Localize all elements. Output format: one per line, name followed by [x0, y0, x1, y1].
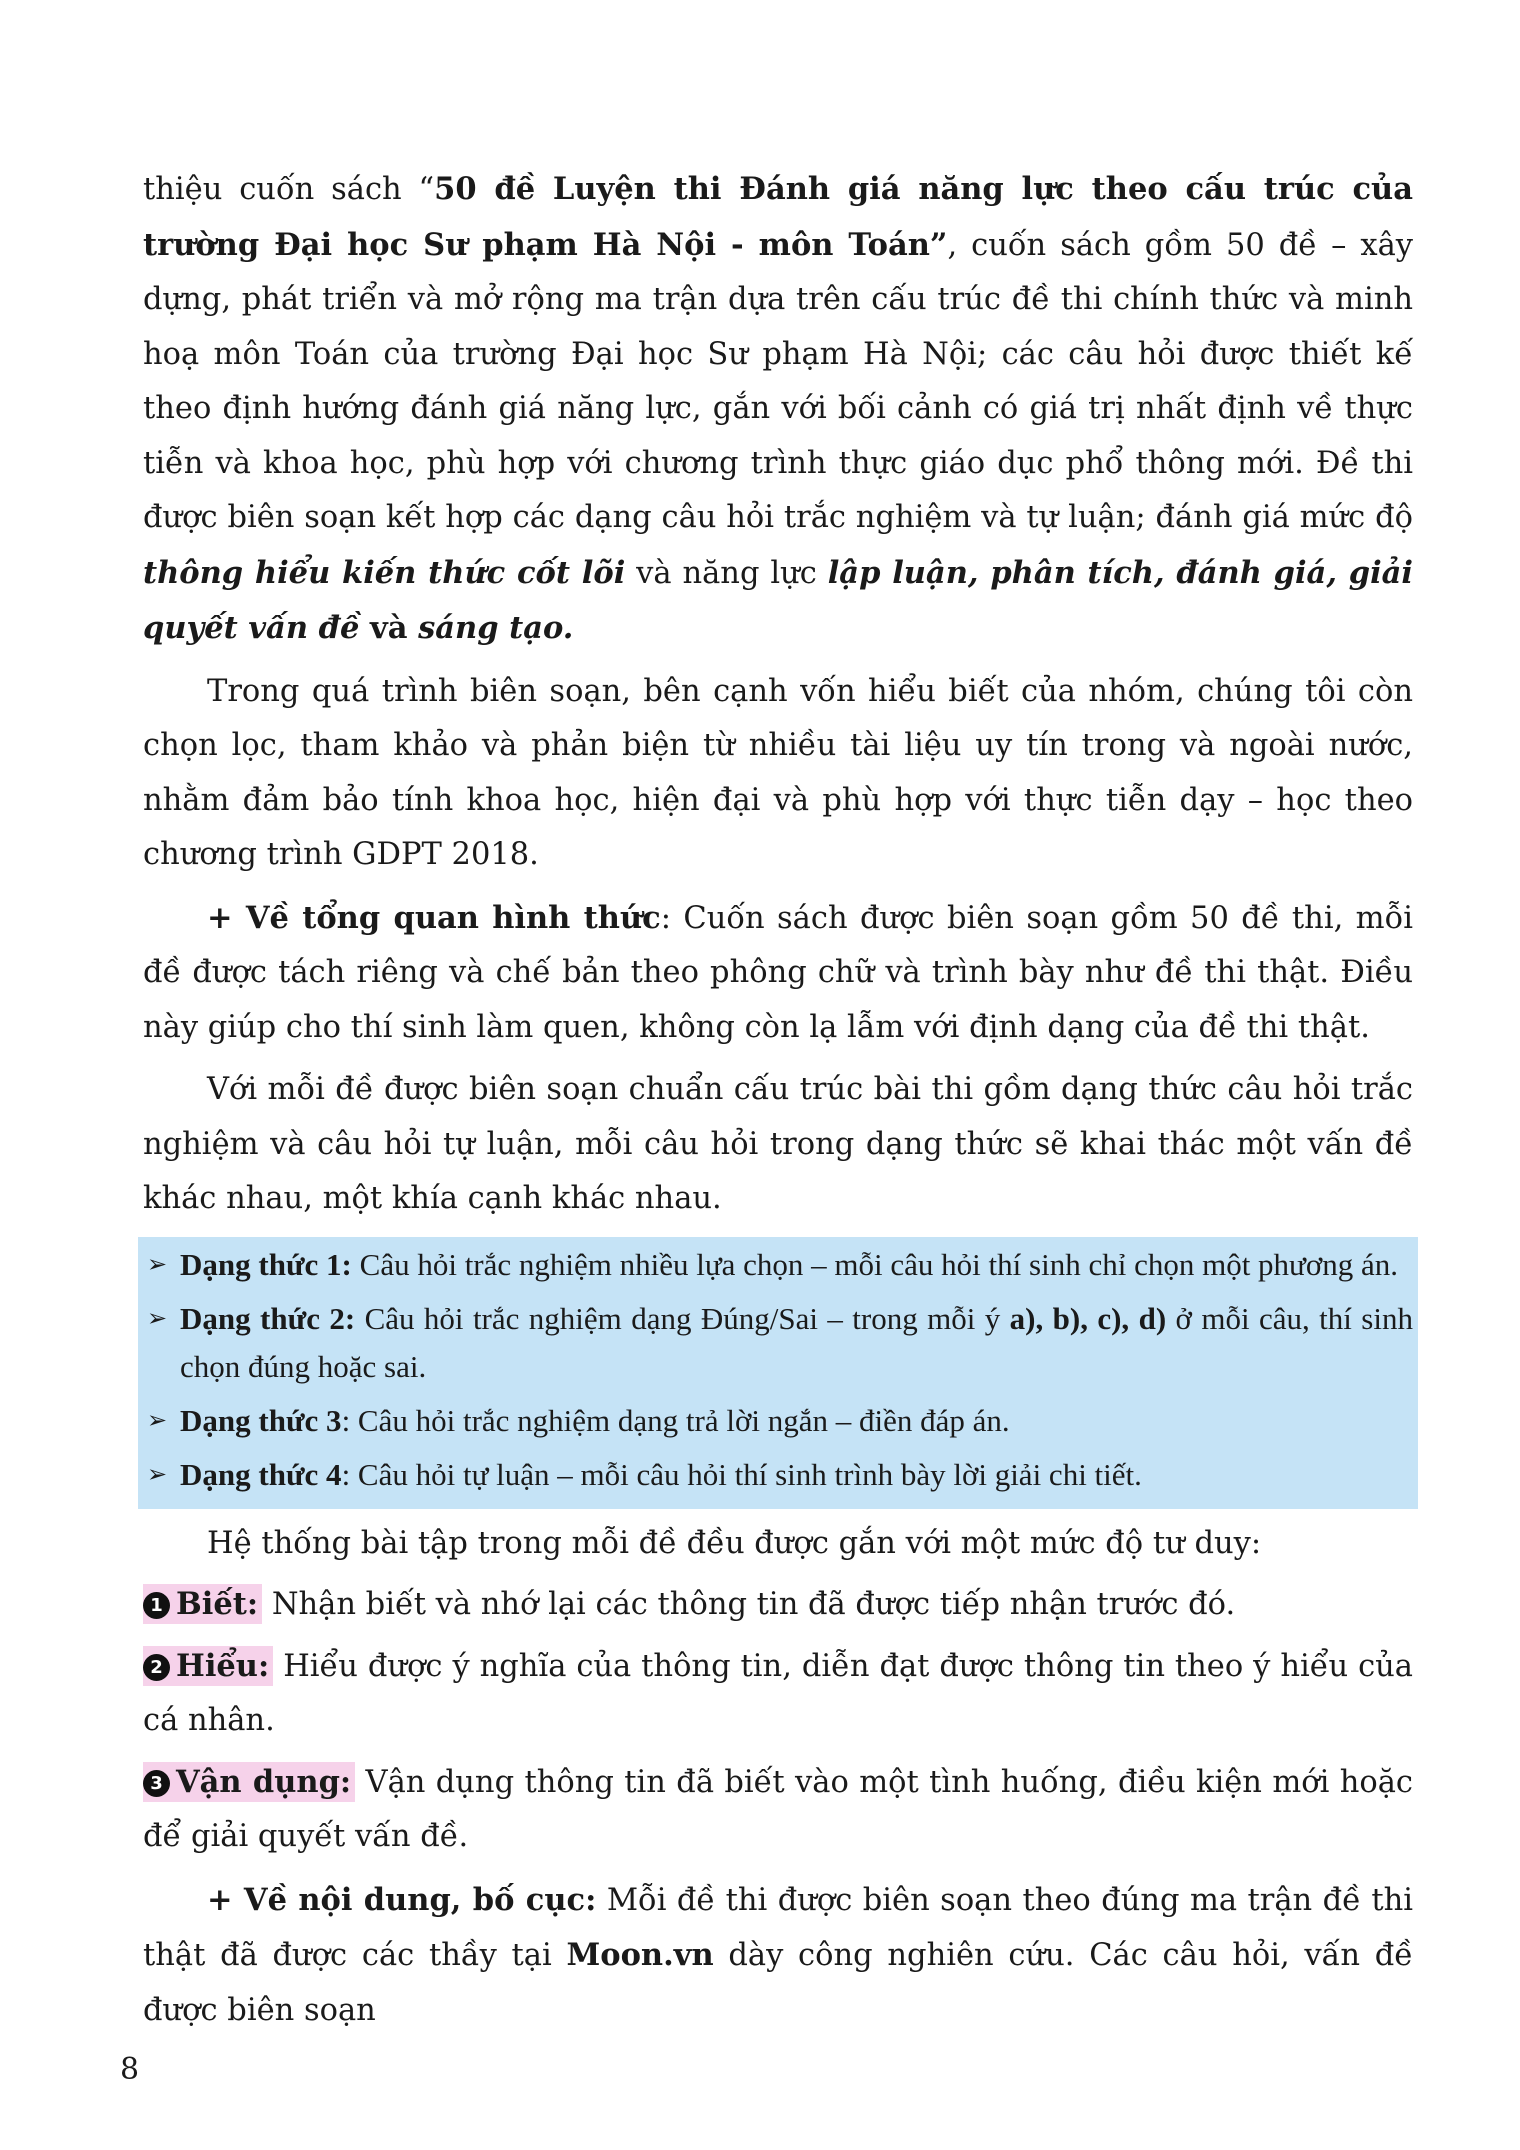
intro-paragraph	[143, 162, 1413, 657]
arrow-bullet-icon: ➢	[147, 1251, 168, 1278]
format-item-4	[143, 1451, 1413, 1499]
number-3-icon: 3	[143, 1770, 170, 1797]
arrow-bullet-icon: ➢	[147, 1305, 168, 1332]
format-options: a), b), c), d)	[1009, 1300, 1167, 1336]
number-2-icon: 2	[143, 1654, 170, 1681]
format-overview-text: : Cuốn sách được biên soạn gồm 50 đề thi, mỗi đề được tách riêng và chế bản theo phông chữ và trình bày như đề thi thật. Điều này giúp cho thí sinh làm quen, không còn lạ lẫm với định dạng của đề thi thật.	[143, 900, 1414, 1045]
emphasis-core-knowledge: thông hiểu kiến thức cốt lõi	[143, 554, 626, 591]
format-label: Dạng thức 4	[180, 1456, 342, 1492]
level-label: Vận dụng:	[176, 1763, 352, 1800]
book-title: 50 đề Luyện thi Đánh giá năng lực theo cấu trúc của trường Đại học Sư phạm Hà Nội - môn Toán”	[143, 171, 1413, 263]
level-label-highlight	[143, 1584, 262, 1624]
number-1-icon: 1	[143, 1592, 170, 1619]
level-label-highlight	[143, 1646, 273, 1686]
compilation-paragraph: Trong quá trình biên soạn, bên cạnh vốn hiểu biết của nhóm, chúng tôi còn chọn lọc, tham khảo và phản biện từ nhiều tài liệu uy tín trong và ngoài nước, nhằm đảm bảo tính khoa học, hiện đại và phù hợp với thực tiễn dạy – học theo chương trình GDPT 2018.	[143, 673, 1413, 872]
content-layout-text-2: dày công nghiên cứu. Các câu hỏi, vấn đề được biên soạn	[143, 1938, 1413, 2028]
format-text-tail: ở mỗi câu, thí sinh chọn đúng hoặc sai.	[180, 1300, 1413, 1384]
intro-text-3: và năng lực	[625, 555, 828, 591]
level-text: Hiểu được ý nghĩa của thông tin, diễn đạt được thông tin theo ý hiểu của cá nhân.	[143, 1648, 1413, 1738]
level-text: Nhận biết và nhớ lại các thông tin đã được tiếp nhận trước đó.	[262, 1587, 1236, 1622]
format-text: Câu hỏi trắc nghiệm dạng Đúng/Sai – trong mỗi ý	[355, 1300, 1010, 1336]
page-number: 8	[120, 2052, 140, 2087]
level-text: Vận dụng thông tin đã biết vào một tình huống, điều kiện mới hoặc để giải quyết vấn đề.	[143, 1764, 1413, 1854]
level-label: Hiểu:	[176, 1647, 270, 1684]
format-label: Dạng thức 1:	[180, 1246, 352, 1282]
intro-text-2: , cuốn sách gồm 50 đề – xây dựng, phát triển và mở rộng ma trận dựa trên cấu trúc đề thi chính thức và minh hoạ môn Toán của trường Đại học Sư phạm Hà Nội; các câu hỏi được thiết kế theo định hướng đánh giá năng lực, gắn với bối cảnh có giá trị nhất định về thực tiễn và khoa học, phù hợp với chương trình thực giáo dục phổ thông mới. Đề thi được biên soạn kết hợp các dạng câu hỏi trắc nghiệm và tự luận; đánh giá mức độ	[143, 227, 1413, 535]
format-item-3	[143, 1397, 1413, 1445]
format-overview-paragraph	[143, 891, 1413, 1056]
content-layout-text-1: Mỗi đề thi được biên soạn theo đúng ma trận đề thi thật đã được các thầy tại	[143, 1882, 1413, 1973]
format-item-1	[143, 1241, 1413, 1289]
thinking-levels-intro: Hệ thống bài tập trong mỗi đề đều được gắn với một mức độ tư duy:	[207, 1525, 1262, 1561]
level-know	[143, 1577, 1413, 1633]
intro-text-1: thiệu cuốn sách “	[143, 172, 435, 207]
arrow-bullet-icon: ➢	[147, 1407, 168, 1434]
question-formats-box	[138, 1237, 1418, 1509]
structure-paragraph: Với mỗi đề được biên soạn chuẩn cấu trúc bài thi gồm dạng thức câu hỏi trắc nghiệm và câu hỏi tự luận, mỗi câu hỏi trong dạng thức sẽ khai thác một vấn đề khác nhau, một khía cạnh khác nhau.	[143, 1072, 1413, 1216]
brand-name: Moon.vn	[566, 1937, 714, 1973]
content-layout-paragraph	[143, 1873, 1413, 2039]
content-layout-label: + Về nội dung, bố cục:	[207, 1881, 597, 1918]
format-overview-label: + Về tổng quan hình thức	[207, 899, 661, 936]
format-item-2	[143, 1295, 1413, 1391]
format-label: Dạng thức 3	[180, 1402, 342, 1438]
emphasis-creativity: sáng tạo.	[418, 610, 574, 646]
page-body	[143, 162, 1413, 2038]
emphasis-reasoning: lập luận, phân tích, đánh giá, giải quyết vấn đề	[143, 554, 1413, 646]
format-text: Câu hỏi trắc nghiệm nhiều lựa chọn – mỗi câu hỏi thí sinh chỉ chọn một phương án.	[351, 1246, 1399, 1282]
level-label: Biết:	[176, 1586, 259, 1622]
format-text: : Câu hỏi tự luận – mỗi câu hỏi thí sinh trình bày lời giải chi tiết.	[341, 1456, 1142, 1492]
level-label-highlight	[143, 1762, 355, 1802]
level-apply	[143, 1755, 1413, 1865]
format-text: : Câu hỏi trắc nghiệm dạng trả lời ngắn – điền đáp án.	[341, 1402, 1010, 1438]
level-understand	[143, 1639, 1413, 1749]
arrow-bullet-icon: ➢	[147, 1461, 168, 1488]
format-label: Dạng thức 2:	[180, 1300, 356, 1336]
intro-conjunction: và	[359, 610, 419, 646]
